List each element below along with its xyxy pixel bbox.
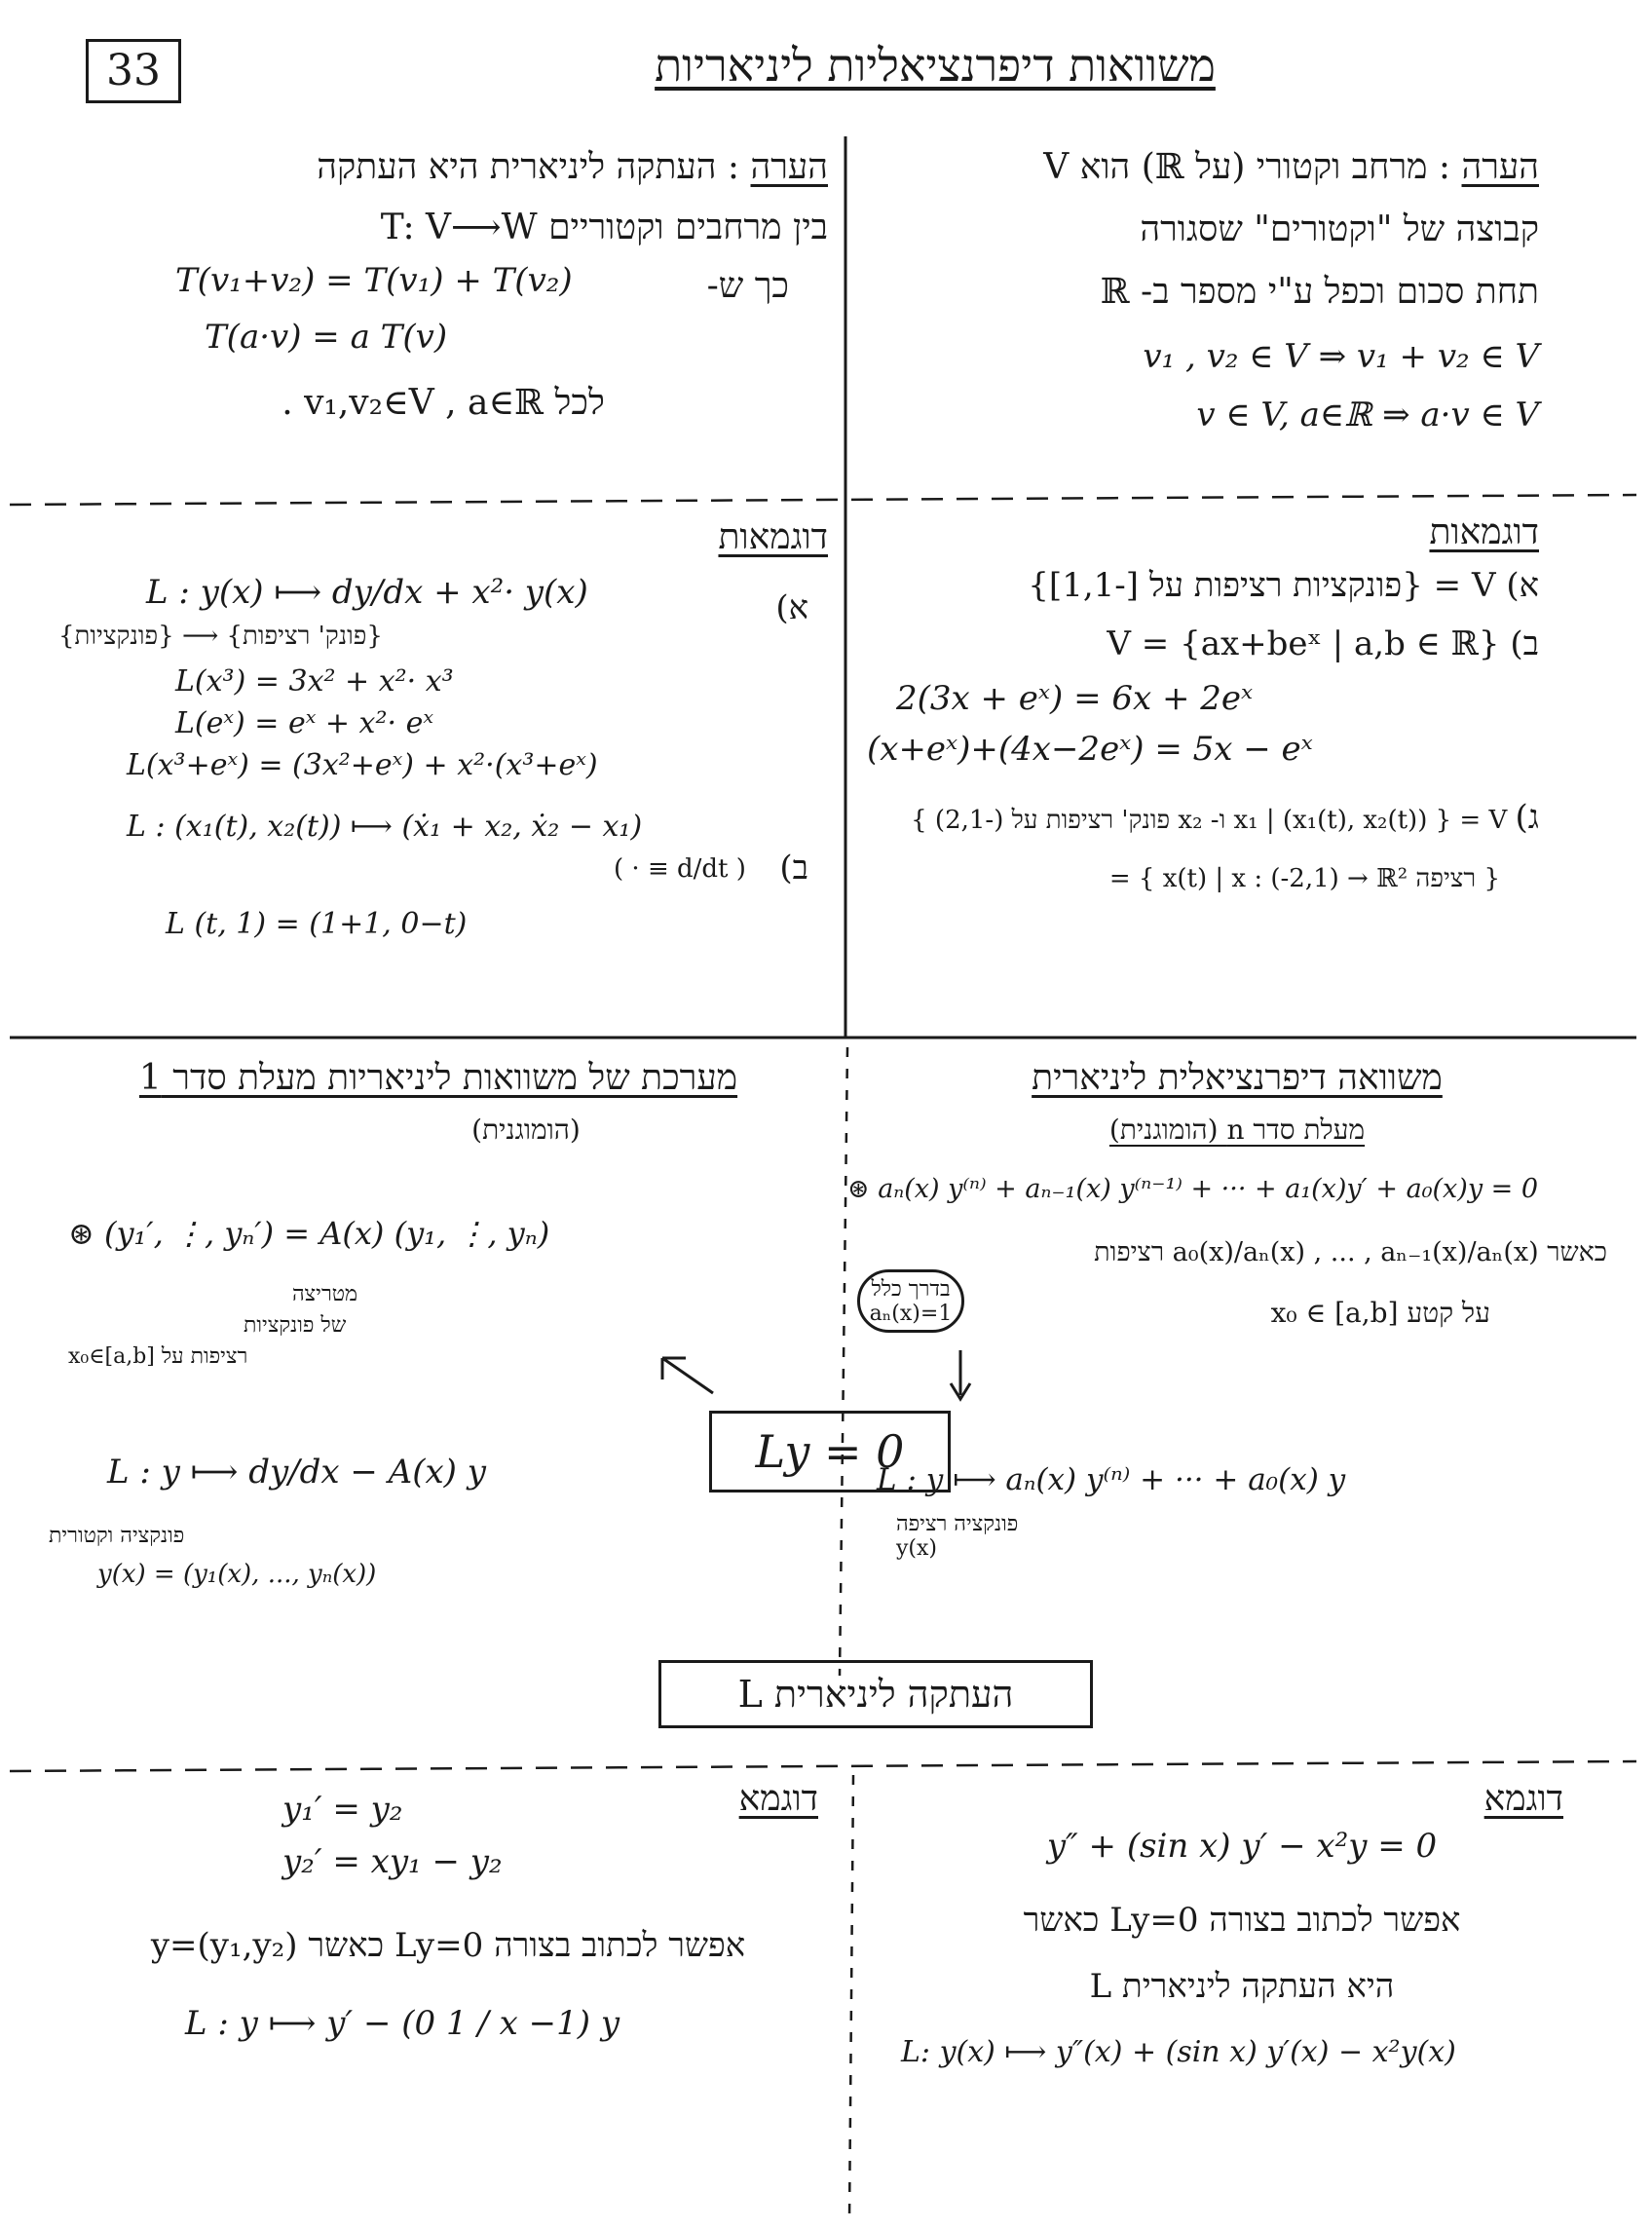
note-line: תחת סכום וכפל ע"י מספר ב- ℝ — [1100, 272, 1539, 312]
examples-linear-maps — [58, 516, 828, 941]
example-calc: L (t, 1) = (1+1, 0−t) — [166, 907, 468, 941]
such-that: כך ש- — [706, 266, 789, 306]
system-operator: L : y ⟼ dy/dx − A(x) y — [107, 1453, 486, 1492]
matrix-note: רציפות על x₀∈[a,b] — [68, 1344, 248, 1369]
note-line: קבוצה של "וקטורים" שסגורה — [1140, 209, 1539, 249]
homogeneity: T(a·v) = a T(v) — [205, 318, 448, 357]
section-heading: דוגמאות — [718, 517, 828, 557]
page-title: משוואות דיפרנציאליות ליניאריות — [655, 39, 1216, 92]
note-cloud: בדרך כלל aₙ(x)=1 — [857, 1269, 964, 1333]
closure-sum: v₁ , v₂ ∈ V ⇒ v₁ + v₂ ∈ V — [1143, 337, 1539, 376]
example-equation: y″ + (sin x) y′ − x²y = 0 — [1046, 1827, 1438, 1866]
example-text: אפשר לכתוב בצורה Ly=0 כאשר y=(y₁,y₂) — [150, 1926, 746, 1965]
example-operator: L: y(x) ⟼ y″(x) + (sin x) y′(x) − x²y(x) — [901, 2035, 1456, 2069]
system-equation: ⊛ (y₁′, ⋮, yₙ′) = A(x) (y₁, ⋮, yₙ) — [68, 1215, 550, 1252]
example-calc: L(eˣ) = eˣ + x²· eˣ — [175, 706, 433, 740]
examples-vector-spaces — [857, 511, 1539, 893]
linear-ode-section — [847, 1057, 1627, 1561]
page-number: 33 — [86, 39, 181, 103]
operator-note: פונקציה רציפה y(x) — [896, 1512, 1019, 1561]
ode-condition: כאשר a₀(x)/aₙ(x) , ... , aₙ₋₁(x)/aₙ(x) רציפות — [1094, 1237, 1607, 1267]
vector-function: y(x) = (y₁(x), ..., yₙ(x)) — [97, 1560, 377, 1589]
note-line: לכל v₁,v₂∈V , a∈ℝ . — [282, 383, 605, 423]
ode-interval: על קטע x₀ ∈ [a,b] — [1270, 1297, 1490, 1329]
section-subheading: (הומוגנית) — [471, 1114, 581, 1146]
example-label: ב) — [779, 849, 808, 888]
note-vector-space — [857, 146, 1539, 434]
example-calc: = { x(t) | x : (-2,1) → ℝ² רציפה } — [1108, 864, 1500, 893]
ode-example — [862, 1778, 1622, 2069]
additivity: T(v₁+v₂) = T(v₁) + T(v₂) — [175, 261, 573, 300]
section-heading: משוואה דיפרנציאלית ליניארית — [1032, 1058, 1443, 1098]
linear-map-box: L העתקה ליניארית — [658, 1660, 1093, 1728]
example-item: א) V = {פונקציות רציפות על [-1,1]} — [1028, 566, 1539, 605]
example-text: אפשר לכתוב בצורה Ly=0 כאשר — [1023, 1901, 1461, 1940]
ode-equation: ⊛ aₙ(x) y⁽ⁿ⁾ + aₙ₋₁(x) y⁽ⁿ⁻¹⁾ + ··· + a₁(x)y′ + a₀(x)y = 0 — [847, 1174, 1539, 1204]
map-definition: L : y(x) ⟼ dy/dx + x²· y(x) — [146, 573, 588, 612]
section-subheading: מעלת סדר n (הומוגנית) — [1108, 1114, 1366, 1146]
note-heading-rest: : העתקה ליניארית היא העתקה — [317, 147, 740, 187]
example-calc: L(x³) = 3x² + x²· x³ — [175, 664, 454, 699]
example-calc: (x+eˣ)+(4x−2eˣ) = 5x − eˣ — [867, 730, 1313, 769]
note-heading: הערה — [1461, 147, 1539, 187]
closure-scalar: v ∈ V, a∈ℝ ⇒ a·v ∈ V — [1196, 396, 1539, 434]
map-domain: {פונק' רציפות} ⟶ {פונקציות} — [58, 622, 383, 651]
note-line: T: V⟶W בין מרחבים וקטוריים — [380, 208, 828, 247]
arrow-icon — [941, 1346, 980, 1405]
arrow-icon — [655, 1350, 732, 1409]
ode-operator: L : y ⟼ aₙ(x) y⁽ⁿ⁾ + ··· + a₀(x) y — [877, 1462, 1346, 1497]
linear-system-section — [49, 1057, 828, 1589]
section-heading: דוגמא — [1483, 1779, 1563, 1819]
ly-equals-zero-box: Ly = 0 — [709, 1411, 951, 1492]
section-heading: דוגמאות — [1429, 512, 1539, 552]
note-heading: הערה — [750, 147, 828, 187]
example-calc: L(x³+eˣ) = (3x²+eˣ) + x²·(x³+eˣ) — [127, 748, 598, 782]
system-eq-1: y₁′ = y₂ — [282, 1790, 403, 1829]
example-item: ב) V = {ax+beˣ | a,b ∈ ℝ} — [1107, 624, 1539, 663]
example-text: L היא העתקה ליניארית — [1089, 1967, 1395, 2006]
dot-notation: ( · ≡ d/dt ) — [614, 854, 746, 884]
note-linear-map — [58, 146, 828, 423]
vector-note: פונקציה וקטורית — [49, 1524, 185, 1548]
matrix-note: מטריצה — [292, 1282, 358, 1306]
example-label: א) — [775, 588, 808, 627]
example-operator: L : y ⟼ y′ − (0 1 / x −1) y — [185, 2004, 620, 2043]
vector-map: L : (x₁(t), x₂(t)) ⟼ (ẋ₁ + x₂, ẋ₂ − x₁) — [127, 810, 643, 844]
section-heading: דוגמא — [738, 1779, 818, 1819]
section-heading: מערכת של משוואות ליניאריות מעלת סדר 1 — [138, 1058, 738, 1098]
example-item: ג) V = { (x₁(t), x₂(t)) | x₁ ו- x₂ פונק' רציפות על (-2,1) } — [911, 798, 1539, 837]
matrix-note: של פונקציות — [244, 1313, 347, 1338]
note-heading-rest: : מרחב וקטורי (על ℝ) הוא V — [1043, 147, 1451, 187]
system-example — [58, 1778, 838, 2043]
system-eq-2: y₂′ = xy₁ − y₂ — [282, 1842, 503, 1881]
example-calc: 2(3x + eˣ) = 6x + 2eˣ — [896, 679, 1254, 718]
